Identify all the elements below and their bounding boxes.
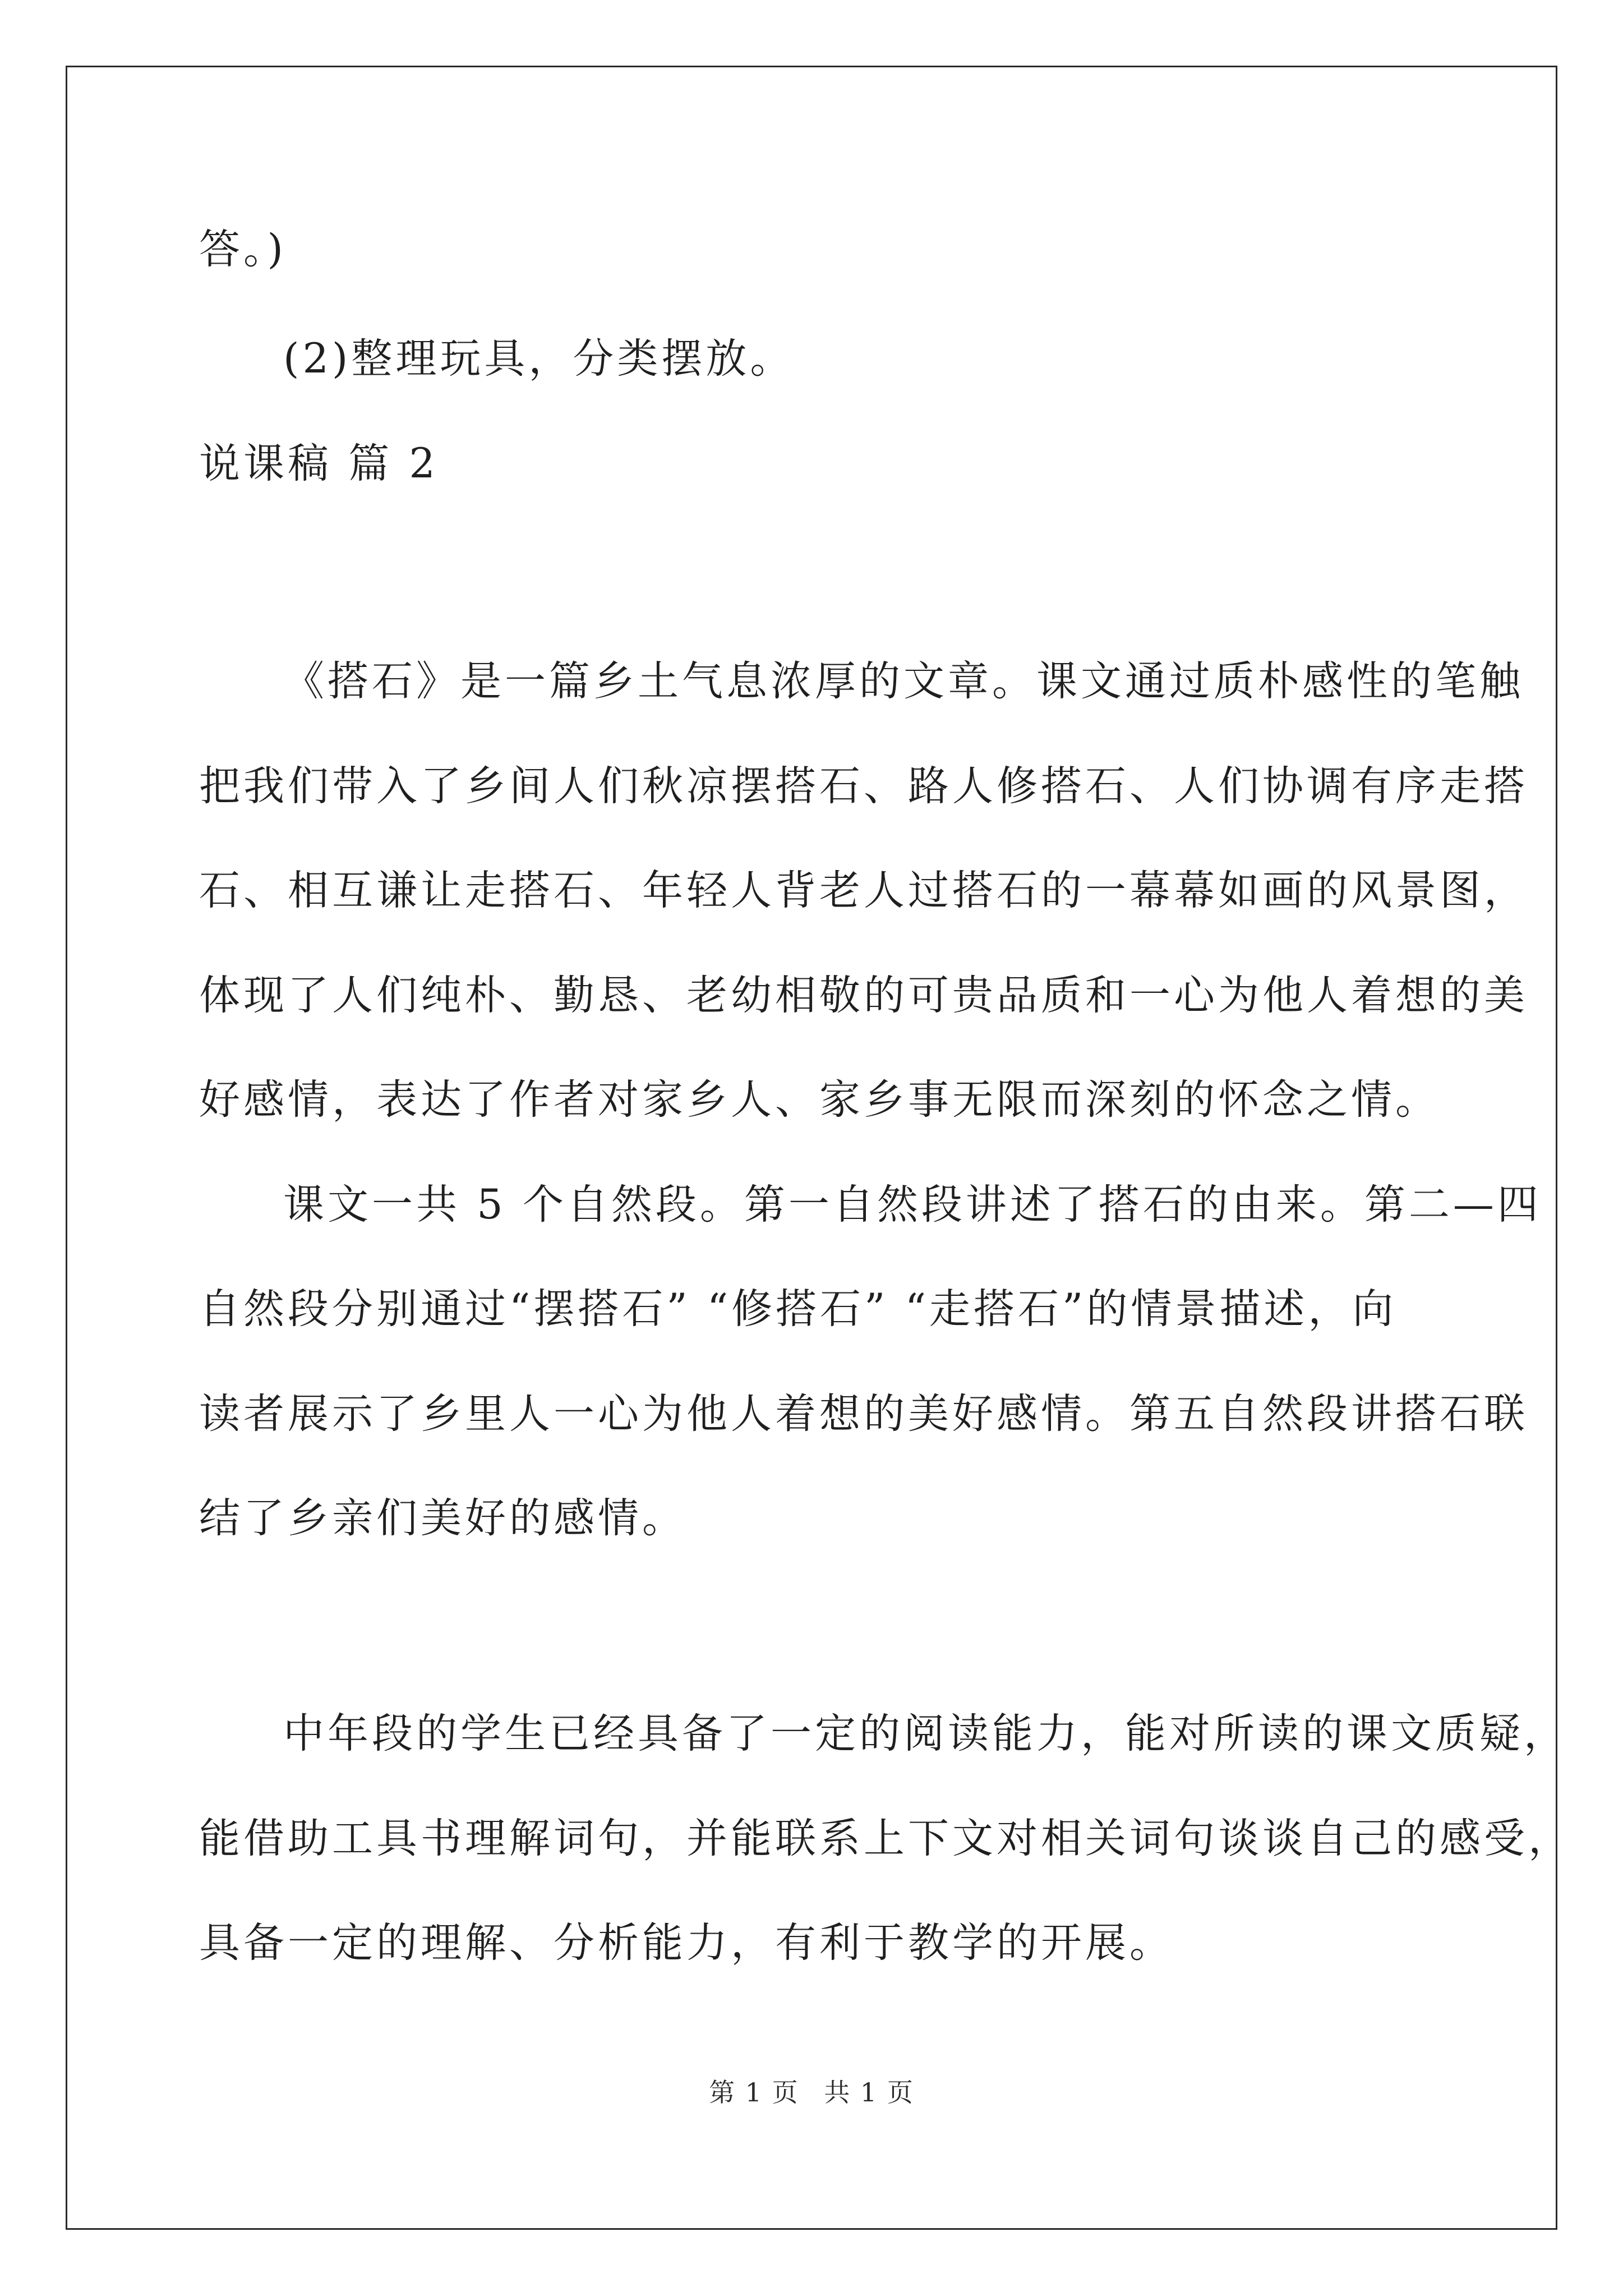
paragraph-2-line-2: 自然段分别通过“摆搭石” “修搭石” “走搭石”的情景描述，向 — [199, 1285, 1397, 1333]
paragraph-3-line-3: 具备一定的理解、分析能力，有利于教学的开展。 — [199, 1919, 1174, 1967]
paragraph-1-line-5: 好感情，表达了作者对家乡人、家乡事无限而深刻的怀念之情。 — [199, 1076, 1440, 1124]
paragraph-2-line-1: 课文一共 5 个自然段。第一自然段讲述了搭石的由来。第二—四 — [283, 1181, 1542, 1228]
paragraph-2-line-4: 结了乡亲们美好的感情。 — [199, 1494, 686, 1542]
paragraph-3-line-1: 中年段的学生已经具备了一定的阅读能力，能对所读的课文质疑， — [283, 1710, 1568, 1757]
page-border — [66, 66, 1557, 2230]
page-total: 共 1 页 — [824, 2077, 914, 2108]
paragraph-2-line-3: 读者展示了乡里人一心为他人着想的美好感情。第五自然段讲搭石联 — [199, 1390, 1528, 1438]
text-line-answer-end: 答。) — [199, 226, 287, 273]
page-number: 第 1 页 — [709, 2077, 799, 2108]
paragraph-1-line-4: 体现了人们纯朴、勤恳、老幼相敬的可贵品质和一心为他人着想的美 — [199, 972, 1528, 1019]
page-footer — [0, 2076, 1623, 2109]
text-line-item-2: (2)整理玩具，分类摆放。 — [283, 335, 795, 383]
paragraph-1-line-3: 石、相互谦让走搭石、年轻人背老人过搭石的一幕幕如画的风景图， — [199, 867, 1528, 914]
paragraph-1-line-1: 《搭石》是一篇乡土气息浓厚的文章。课文通过质朴感性的笔触 — [283, 657, 1524, 705]
paragraph-1-line-2: 把我们带入了乡间人们秋凉摆搭石、路人修搭石、人们协调有序走搭 — [199, 762, 1528, 810]
paragraph-3-line-2: 能借助工具书理解词句，并能联系上下文对相关词句谈谈自己的感受， — [199, 1815, 1573, 1862]
section-heading: 说课稿 篇 2 — [199, 440, 439, 487]
